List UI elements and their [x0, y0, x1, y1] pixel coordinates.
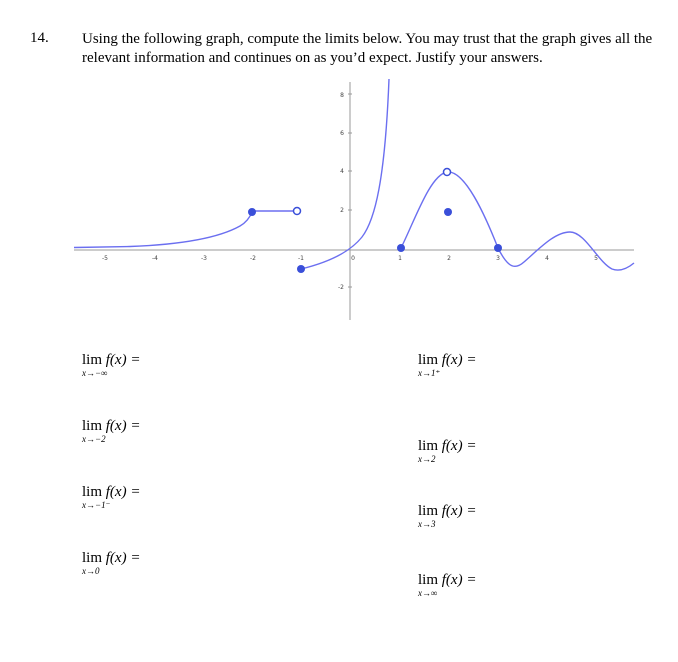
x-tick-label: 3	[496, 255, 500, 262]
x-tick-label: -3	[201, 255, 207, 262]
lim-expression: f(x) =	[441, 352, 477, 368]
x-tick-label: 5	[594, 255, 598, 262]
limit-x-to-neg-1-left	[82, 484, 140, 511]
y-tick-label: 4	[340, 168, 344, 175]
x-tick-label: 1	[398, 255, 402, 262]
curve-left-branch	[74, 212, 252, 248]
y-tick-label: 2	[340, 207, 344, 214]
lim-expression: f(x) =	[105, 352, 141, 368]
lim-operator: lim	[418, 503, 439, 519]
limit-x-to-neg-2	[82, 418, 140, 444]
x-tick-label: -4	[152, 255, 158, 262]
filled-point	[494, 244, 502, 252]
lim-subscript: x→0	[82, 566, 100, 576]
curve-middle-branch	[301, 79, 389, 269]
lim-expression: f(x) =	[105, 550, 141, 566]
lim-subscript: x→1⁺	[418, 368, 441, 378]
lim-expression: f(x) =	[441, 503, 477, 519]
lim-subscript: x→∞	[418, 588, 438, 598]
x-tick-label: -5	[102, 255, 108, 262]
open-point	[294, 208, 301, 215]
lim-operator: lim	[82, 418, 103, 434]
lim-subscript: x→2	[418, 454, 436, 464]
limit-x-to-infinity	[418, 572, 476, 598]
limit-x-to-0	[82, 550, 140, 576]
y-tick-label: 8	[340, 92, 344, 99]
lim-expression: f(x) =	[441, 438, 477, 454]
lim-operator: lim	[418, 352, 439, 368]
lim-operator: lim	[82, 484, 103, 500]
limit-x-to-3	[418, 503, 476, 529]
lim-operator: lim	[82, 352, 103, 368]
x-tick-label: 0	[351, 255, 355, 262]
curve-oscillation	[498, 232, 634, 270]
lim-subscript: x→−∞	[82, 368, 108, 378]
y-tick-label: -2	[338, 284, 344, 291]
filled-point	[297, 265, 305, 273]
x-tick-label: -1	[298, 255, 304, 262]
problem-number: 14.	[30, 30, 49, 46]
lim-operator: lim	[82, 550, 103, 566]
lim-subscript: x→−2	[82, 434, 106, 444]
lim-operator: lim	[418, 438, 439, 454]
lim-expression: f(x) =	[105, 418, 141, 434]
lim-subscript: x→3	[418, 519, 436, 529]
y-tick-label: 6	[340, 130, 344, 137]
x-tick-label: 4	[545, 255, 549, 262]
limit-x-to-2	[418, 438, 476, 464]
x-tick-label: -2	[250, 255, 256, 262]
lim-expression: f(x) =	[105, 484, 141, 500]
limit-x-to-1-right	[418, 352, 476, 379]
open-point	[444, 169, 451, 176]
filled-point	[397, 244, 405, 252]
filled-point	[248, 208, 256, 216]
lim-expression: f(x) =	[441, 572, 477, 588]
x-tick-label: 2	[447, 255, 451, 262]
problem-text: Using the following graph, compute the limits below. You may trust that the graph gives all the relevant information and continues on as you’d expect. Justify your answers.	[82, 31, 653, 66]
limit-x-to-neg-infinity	[82, 352, 140, 378]
lim-subscript: x→−1⁻	[82, 500, 111, 510]
filled-point	[444, 208, 452, 216]
lim-operator: lim	[418, 572, 439, 588]
